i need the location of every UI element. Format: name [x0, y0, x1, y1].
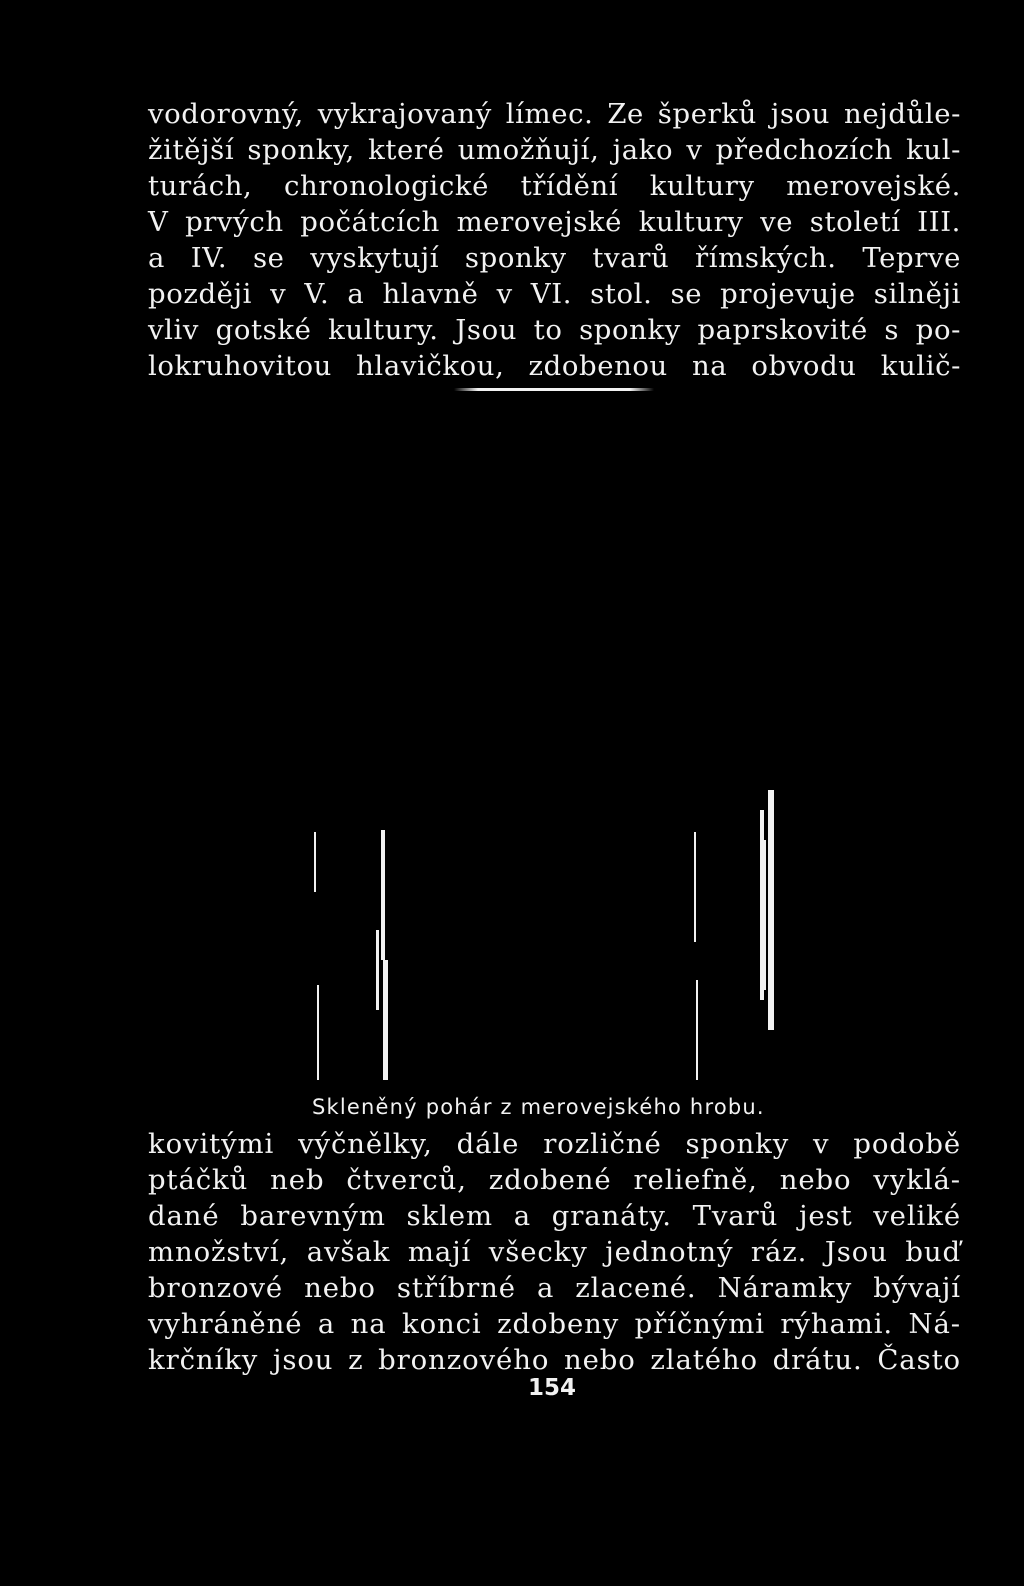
text-line: vyhráněné a na konci zdobeny příčnými rýhami. Ná- — [148, 1308, 961, 1340]
figure-stroke — [760, 810, 764, 1000]
figure-caption: Skleněný pohár z merovejského hrobu. — [312, 1095, 765, 1119]
figure-stroke — [317, 985, 319, 1080]
paragraph-top — [148, 96, 961, 384]
figure-stroke — [381, 830, 385, 960]
glass-cup-figure — [290, 780, 810, 1090]
text-line: žitější sponky, které umožňují, jako v předchozích kul- — [148, 134, 961, 166]
text-line: a IV. se vyskytují sponky tvarů římských. Teprve — [148, 242, 961, 274]
glass-cup-illustration — [290, 780, 810, 1090]
text-line: V prvých počátcích merovejské kultury ve století III. — [148, 206, 961, 238]
text-line: krčníky jsou z bronzového nebo zlatého drátu. Často — [148, 1344, 961, 1376]
figure-stroke — [768, 790, 774, 1030]
text-line: bronzové nebo stříbrné a zlacené. Náramky bývají — [148, 1272, 961, 1304]
text-line: vodorovný, vykrajovaný límec. Ze šperků jsou nejdůle- — [148, 98, 961, 130]
figure-top-rule — [454, 388, 654, 391]
text-line: kovitými výčnělky, dále rozličné sponky v podobě — [148, 1128, 961, 1160]
figure-stroke — [376, 930, 379, 1010]
figure-stroke — [383, 960, 388, 1080]
text-line: ptáčků neb čtverců, zdobené reliefně, nebo vyklá- — [148, 1164, 961, 1196]
text-line: množství, avšak mají všecky jednotný ráz. Jsou buď — [148, 1236, 961, 1268]
figure-stroke — [314, 832, 316, 892]
text-line: vliv gotské kultury. Jsou to sponky paprskovité s po- — [148, 314, 961, 346]
figure-stroke — [764, 840, 766, 990]
figure-stroke — [696, 980, 698, 1080]
text-line: později v V. a hlavně v VI. stol. se projevuje silněji — [148, 278, 961, 310]
page-number: 154 — [528, 1375, 577, 1401]
paragraph-bottom — [148, 1126, 961, 1378]
figure-stroke — [694, 832, 696, 942]
text-line: dané barevným sklem a granáty. Tvarů jest veliké — [148, 1200, 961, 1232]
text-line: lokruhovitou hlavičkou, zdobenou na obvodu kulič- — [148, 350, 961, 382]
text-line: turách, chronologické třídění kultury merovejské. — [148, 170, 961, 202]
